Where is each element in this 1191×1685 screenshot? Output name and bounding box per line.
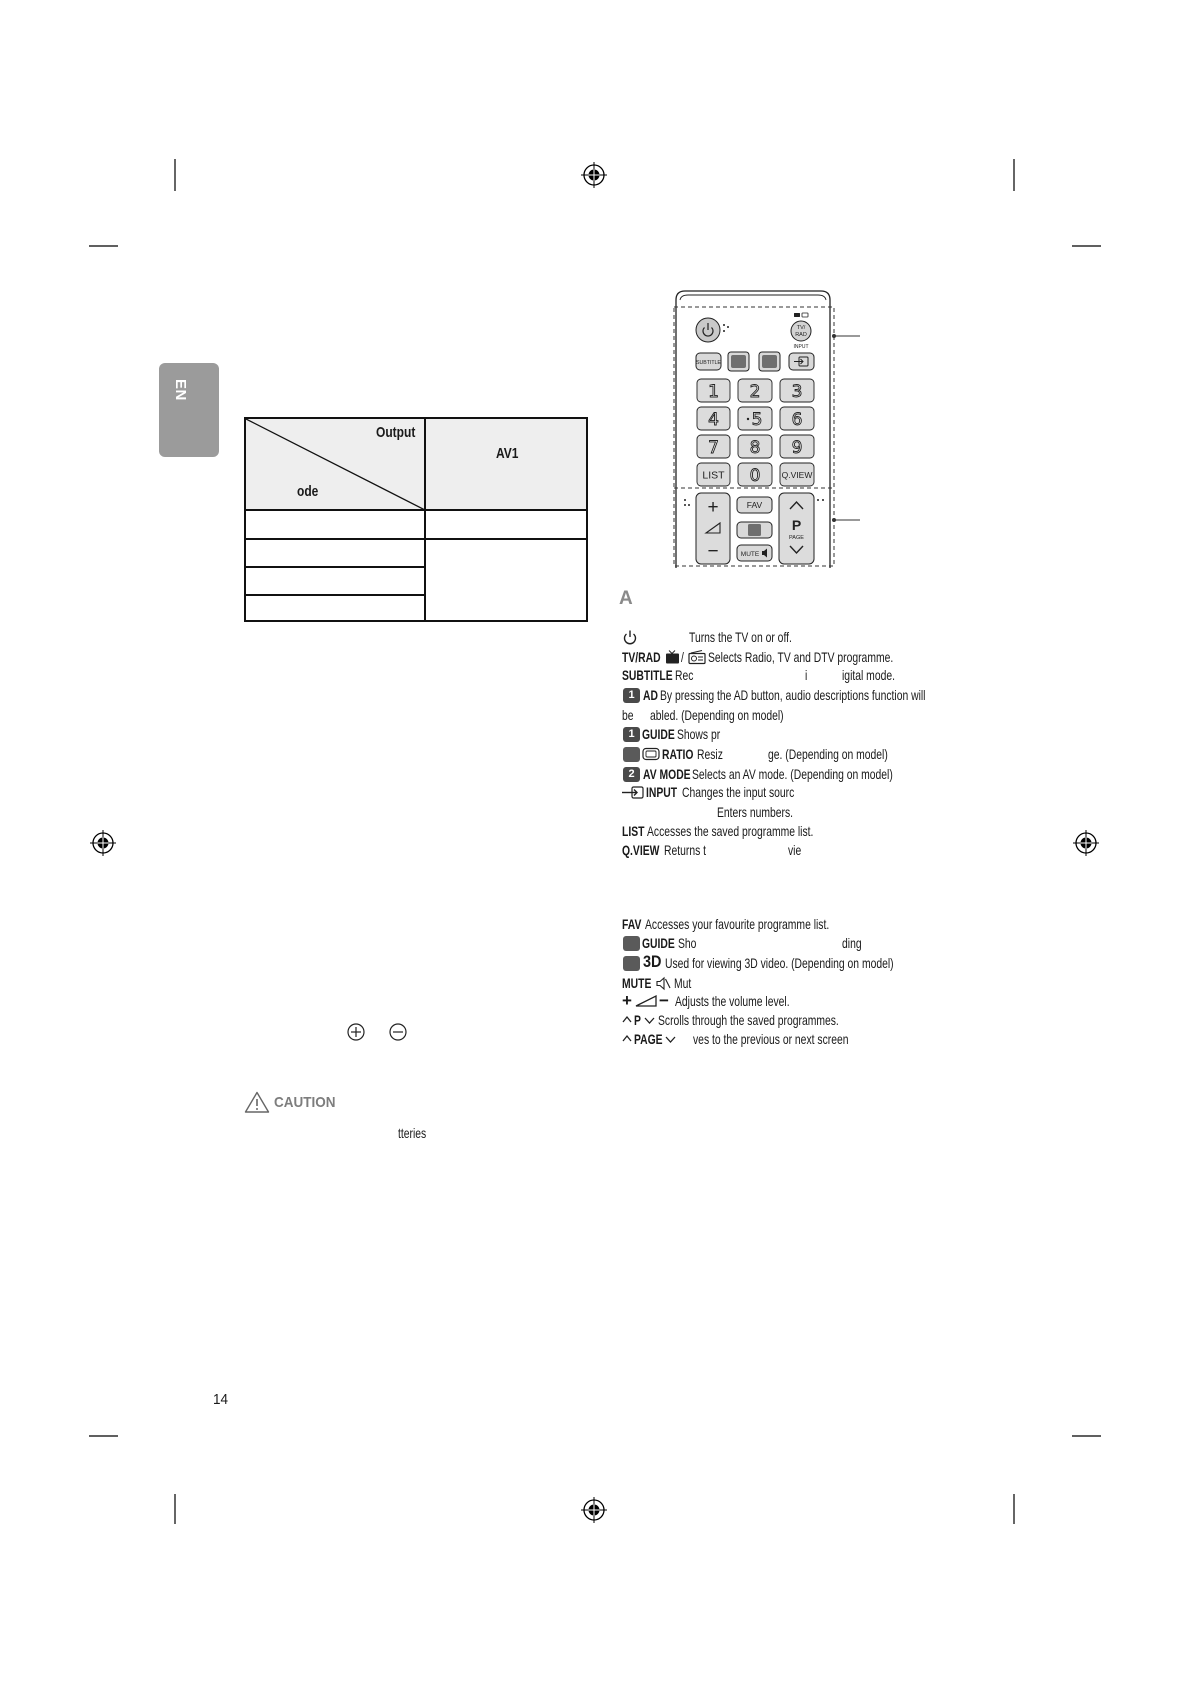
mute-button: [737, 545, 772, 561]
ad-desc-continued: be: [622, 707, 634, 723]
chevron-down-icon: [644, 1016, 655, 1025]
tv-rad-button: [791, 321, 811, 341]
table-header-input: AV1: [496, 445, 519, 462]
color-key-badge: [623, 956, 640, 971]
fav-button: [737, 497, 772, 513]
guide-desc: ding: [842, 935, 862, 951]
volume-rocker: [696, 493, 730, 564]
caution-title: CAUTION: [274, 1094, 336, 1111]
mute-key: MUTE: [622, 975, 652, 991]
number-key-8: [738, 435, 772, 458]
registration-mark-icon: [1073, 830, 1099, 856]
color-key-badge: [623, 936, 640, 951]
qview-key: Q.VIEW: [622, 842, 660, 858]
table-row-divider: [246, 538, 586, 540]
table-header-mode: ode: [297, 483, 319, 500]
guide-desc: Shows pr: [677, 726, 721, 742]
fav-label: FAV: [746, 500, 763, 510]
subtitle-desc: igital mode.: [842, 667, 895, 683]
qview-label: Q.VIEW: [781, 470, 813, 480]
fav-key: FAV: [622, 916, 642, 932]
input-desc: Changes the input sourc: [682, 784, 795, 800]
ratio-icon: [642, 747, 660, 761]
programme-key: P: [634, 1012, 641, 1028]
3d-key: 3D: [643, 952, 662, 971]
subtitle-key: SUBTITLE: [622, 667, 673, 683]
language-tab: [159, 363, 219, 457]
number-key-1: [697, 379, 730, 402]
registration-mark-icon: [581, 1497, 607, 1523]
input-icon: [622, 786, 644, 799]
input-button: [789, 353, 814, 370]
programme-label: P: [791, 517, 802, 533]
connection-table: [244, 417, 588, 622]
tv-rad-desc: Selects Radio, TV and DTV programme.: [708, 649, 894, 665]
volume-desc: Adjusts the volume level.: [675, 993, 790, 1009]
svg-text:9: 9: [791, 438, 803, 458]
color-key-badge: [623, 747, 640, 762]
svg-text:3: 3: [791, 382, 803, 402]
guide-key: GUIDE: [642, 935, 675, 951]
language-tab-label: EN: [172, 379, 189, 401]
fav-desc: Accesses your favourite programme list.: [645, 916, 830, 932]
svg-text:2: 2: [749, 382, 761, 402]
plus-circle-icon: [348, 1024, 364, 1040]
svg-text:8: 8: [749, 438, 761, 458]
number-key-7: [697, 435, 730, 458]
number-badge: 1: [623, 727, 640, 742]
page-label: PAGE: [789, 535, 804, 541]
svg-text:1: 1: [708, 382, 719, 402]
tv-rad-key: TV/RAD: [622, 649, 661, 665]
number-key-3: [780, 379, 814, 402]
color-key-button: [759, 352, 780, 371]
svg-text:6: 6: [791, 410, 803, 430]
mute-icon: [656, 977, 671, 990]
svg-text:4: 4: [708, 410, 719, 430]
number-key-9: [780, 435, 814, 458]
chevron-down-icon: [665, 1035, 676, 1044]
page-key: PAGE: [634, 1031, 663, 1047]
qview-button: [780, 463, 814, 486]
leader-line: [833, 335, 861, 522]
ad-desc-continued: abled. (Depending on model): [650, 707, 784, 723]
caution-text: tteries: [398, 1125, 427, 1141]
number-badge: 2: [623, 767, 640, 782]
number-key-0: [738, 463, 772, 486]
subtitle-label: SUBTITLE: [696, 360, 721, 366]
subtitle-desc: Rec: [675, 667, 694, 683]
registration-mark-icon: [581, 162, 607, 188]
ad-key: AD: [643, 687, 658, 703]
tv-rad-slash: /: [681, 649, 684, 665]
input-label: INPUT: [793, 344, 809, 350]
svg-text:5: 5: [751, 410, 763, 430]
subtitle-button: [696, 353, 721, 370]
page-number: 14: [213, 1391, 229, 1408]
numbers-desc: Enters numbers.: [717, 804, 794, 820]
svg-text:7: 7: [708, 438, 719, 458]
color-key-button: [728, 352, 749, 371]
list-key: LIST: [622, 823, 645, 839]
number-key-2: [738, 379, 772, 402]
ratio-desc: Resiz: [697, 746, 723, 762]
mute-desc: Mut: [674, 975, 692, 991]
power-desc: Turns the TV on or off.: [689, 629, 792, 645]
remote-control-illustration: [660, 280, 870, 580]
list-desc: Accesses the saved programme list.: [647, 823, 814, 839]
mute-label: MUTE: [740, 551, 760, 558]
minus-circle-icon: [390, 1024, 406, 1040]
registration-mark-icon: [90, 830, 116, 856]
table-row-divider: [246, 509, 586, 511]
av-mode-desc: Selects an AV mode. (Depending on model): [692, 766, 893, 782]
programme-desc: Scrolls through the saved programmes.: [658, 1012, 839, 1028]
volume-icon: [635, 995, 657, 1007]
color-key-button: [737, 522, 772, 538]
svg-text:0: 0: [749, 466, 761, 486]
number-key-6: [780, 407, 814, 430]
tv-rad-label: TV/: [796, 325, 806, 331]
tv-icon: [665, 650, 680, 664]
guide-key: GUIDE: [642, 726, 675, 742]
volume-down-label: −: [707, 541, 719, 562]
number-key-5: [738, 407, 772, 430]
qview-desc: vie: [788, 842, 802, 858]
ratio-key: RATIO: [662, 746, 694, 762]
volume-plus-symbol: +: [622, 991, 632, 1010]
tv-rad-label: RAD: [795, 332, 807, 338]
ratio-desc: ge. (Depending on model): [768, 746, 888, 762]
list-button: [697, 463, 730, 486]
table-row-divider: [246, 594, 424, 596]
input-key: INPUT: [646, 784, 678, 800]
table-header-output: Output: [376, 424, 416, 441]
power-button: [696, 318, 720, 342]
subtitle-desc: i: [805, 667, 808, 683]
guide-desc: Sho: [678, 935, 697, 951]
number-key-4: [697, 407, 730, 430]
programme-page-rocker: [779, 493, 814, 564]
number-badge: 1: [623, 688, 640, 703]
chevron-up-icon: [622, 1034, 632, 1043]
power-icon: [623, 630, 637, 644]
volume-minus-symbol: −: [659, 991, 669, 1010]
page-desc: ves to the previous or next screen: [693, 1031, 849, 1047]
3d-desc: Used for viewing 3D video. (Depending on model): [665, 955, 894, 971]
av-mode-key: AV MODE: [643, 766, 691, 782]
ad-desc: By pressing the AD button, audio descriptions function will: [660, 687, 926, 703]
list-label: LIST: [702, 469, 725, 482]
volume-up-label: +: [707, 497, 719, 518]
table-row-divider: [246, 566, 424, 568]
radio-icon: [688, 650, 706, 664]
chevron-up-icon: [622, 1015, 632, 1024]
section-heading: A: [619, 588, 633, 609]
table-column-divider: [424, 419, 426, 620]
warning-icon: [244, 1091, 270, 1113]
qview-desc: Returns t: [664, 842, 707, 858]
